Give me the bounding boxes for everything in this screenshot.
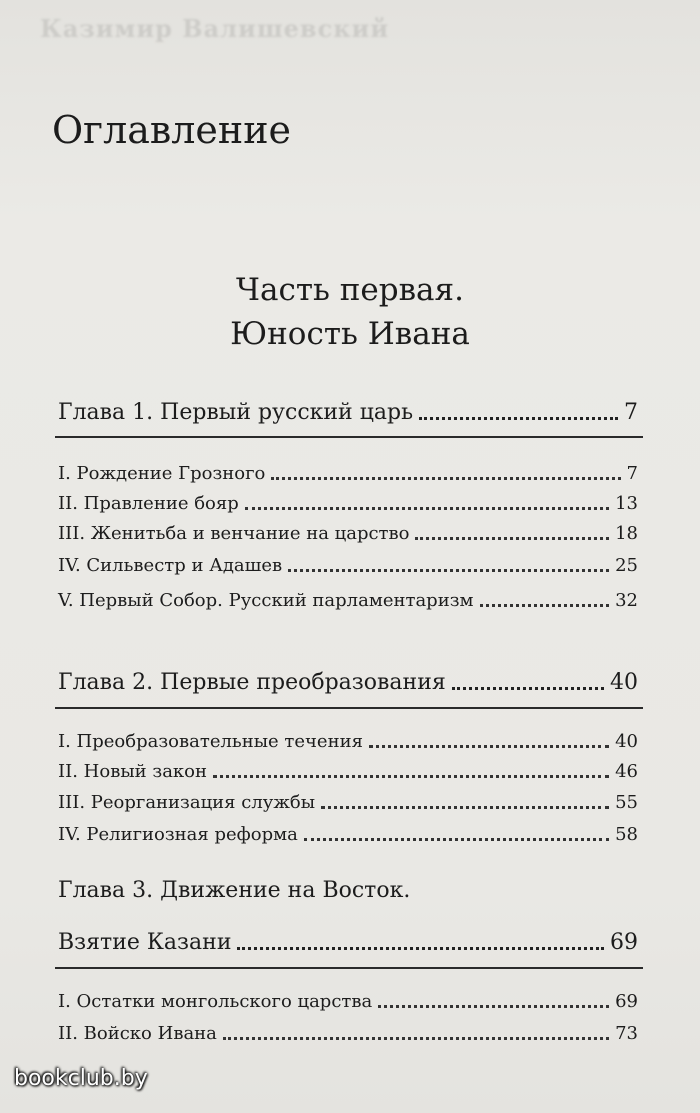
leader-dots <box>378 1005 609 1008</box>
section-title: II. Новый закон <box>58 761 208 782</box>
chapter-page: 69 <box>610 930 638 955</box>
chapter-title: Глава 2. Первые преобразования <box>58 670 446 695</box>
leader-dots <box>452 687 604 690</box>
section-entry <box>58 760 638 784</box>
chapter-title-line2: Взятие Казани <box>58 930 232 955</box>
leader-dots <box>415 537 609 540</box>
leader-dots <box>271 477 620 480</box>
section-title: I. Остатки монгольского царства <box>58 991 373 1012</box>
section-title: I. Рождение Грозного <box>58 463 266 484</box>
section-title: II. Войско Ивана <box>58 1023 217 1044</box>
section-entry <box>58 554 638 578</box>
part-heading <box>0 268 700 356</box>
section-page: 73 <box>615 1023 638 1044</box>
leader-dots <box>237 947 604 950</box>
section-entry <box>58 730 638 754</box>
section-page: 55 <box>615 792 638 813</box>
chapter-title-line1: Глава 3. Движение на Восток. <box>58 878 411 903</box>
leader-dots <box>419 417 618 420</box>
leader-dots <box>213 775 609 778</box>
section-entry <box>58 823 638 847</box>
section-title: I. Преобразовательные течения <box>58 731 363 752</box>
section-entry <box>58 492 638 516</box>
chapter-page: 7 <box>624 400 638 425</box>
section-title: III. Реорганизация службы <box>58 792 316 813</box>
chapter-entry <box>58 399 638 427</box>
chapter-entry <box>58 929 638 957</box>
section-entry <box>58 589 638 613</box>
leader-dots <box>321 806 609 809</box>
part-heading-line2: Юность Ивана <box>230 316 470 352</box>
section-title: V. Первый Собор. Русский парламентаризм <box>58 590 474 611</box>
section-title: IV. Сильвестр и Адашев <box>58 555 283 576</box>
section-title: III. Женитьба и венчание на царство <box>58 523 410 544</box>
section-title: IV. Религиозная реформа <box>58 824 298 845</box>
leader-dots <box>288 569 609 572</box>
leader-dots <box>223 1037 609 1040</box>
chapter-page: 40 <box>610 670 638 695</box>
chapter-rule <box>55 436 643 438</box>
leader-dots <box>480 604 610 607</box>
section-page: 25 <box>615 555 638 576</box>
section-entry <box>58 791 638 815</box>
section-entry <box>58 462 638 486</box>
chapter-entry <box>58 669 638 697</box>
section-page: 58 <box>615 824 638 845</box>
leader-dots <box>304 838 609 841</box>
section-entry <box>58 522 638 546</box>
section-entry <box>58 1022 638 1046</box>
section-page: 69 <box>615 991 638 1012</box>
section-page: 13 <box>615 493 638 514</box>
section-title: II. Правление бояр <box>58 493 239 514</box>
running-head: Казимир Валишевский <box>40 14 390 43</box>
section-entry <box>58 990 638 1014</box>
page-title: Оглавление <box>52 108 292 152</box>
section-page: 40 <box>615 731 638 752</box>
section-page: 18 <box>615 523 638 544</box>
part-heading-line1: Часть первая. <box>236 272 464 308</box>
section-page: 32 <box>615 590 638 611</box>
site-watermark: bookclub.by <box>14 1066 148 1091</box>
leader-dots <box>369 745 609 748</box>
chapter-rule <box>55 707 643 709</box>
chapter-title: Глава 1. Первый русский царь <box>58 400 414 425</box>
leader-dots <box>245 507 609 510</box>
section-page: 46 <box>615 761 638 782</box>
chapter-rule <box>55 967 643 969</box>
section-page: 7 <box>626 463 638 484</box>
